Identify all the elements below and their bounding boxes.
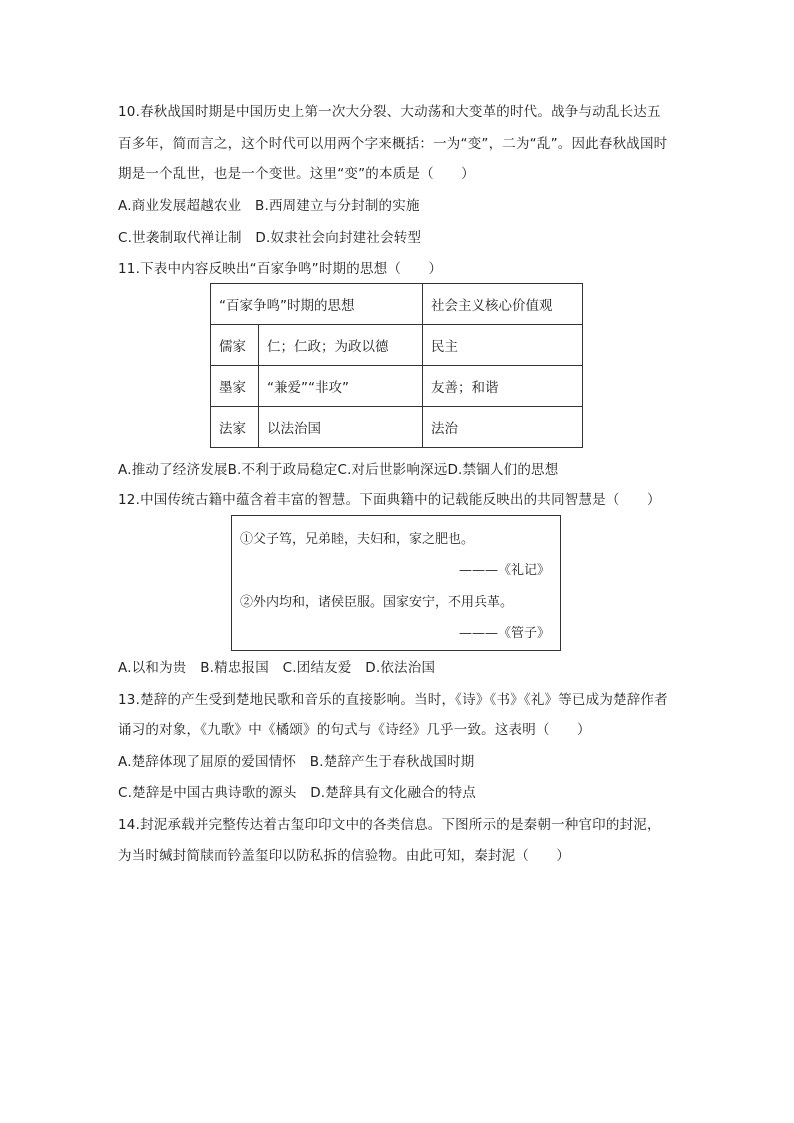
table-row	[211, 325, 583, 366]
q10-stem-line-3: 期是一个乱世，也是一个变世。这里“变”的本质是（ ）	[118, 166, 475, 182]
source-guanzi: ———《管子》	[458, 626, 550, 641]
table-cell-value: 友善；和谐	[423, 366, 583, 407]
q10-options-ab: A.商业发展超越农业 B.西周建立与分封制的实施	[118, 198, 420, 214]
thought-values-table	[210, 283, 583, 448]
table-cell-value: 民主	[423, 325, 583, 366]
table-cell-school: 儒家	[211, 325, 259, 366]
table-row	[211, 407, 583, 448]
q14-stem-line-2: 为当时缄封简牍而钤盖玺印以防私拆的信验物。由此可知，秦封泥（ ）	[118, 848, 571, 864]
source-liji: ———《礼记》	[458, 563, 550, 578]
table-row	[211, 366, 583, 407]
q13-stem-line-2: 诵习的对象，《九歌》中《橘颂》的句式与《诗经》几乎一致。这表明（ ）	[118, 722, 591, 738]
q13-options-ab: A.楚辞体现了屈原的爱国情怀 B.楚辞产生于春秋战国时期	[118, 754, 475, 770]
q13-options-cd: C.楚辞是中国古典诗歌的源头 D.楚辞具有文化融合的特点	[118, 785, 477, 801]
q11-options: A.推动了经济发展B.不利于政局稳定C.对后世影响深远D.禁锢人们的思想	[118, 462, 559, 478]
quote-guanzi: ②外内均和，诸侯臣服。国家安宁，不用兵革。	[240, 595, 514, 610]
table-header-values: 社会主义核心价值观	[423, 284, 583, 325]
table-cell-school: 墨家	[211, 366, 259, 407]
table-cell-idea: 仁；仁政；为政以德	[259, 325, 423, 366]
q10-stem-line-1: 10.春秋战国时期是中国历史上第一次大分裂、大动荡和大变革的时代。战争与动乱长达五	[118, 104, 661, 120]
table-cell-idea: 以法治国	[259, 407, 423, 448]
q11-stem: 11.下表中内容反映出“百家争鸣”时期的思想（ ）	[118, 261, 443, 277]
q10-options-cd: C.世袭制取代禅让制 D.奴隶社会向封建社会转型	[118, 230, 422, 246]
q12-stem: 12.中国传统古籍中蕴含着丰富的智慧。下面典籍中的记载能反映出的共同智慧是（ ）	[118, 492, 661, 508]
quote-liji: ①父子笃，兄弟睦，夫妇和，家之肥也。	[240, 532, 475, 547]
table-cell-value: 法治	[423, 407, 583, 448]
q10-stem-line-2: 百多年，简而言之，这个时代可以用两个字来概括：一为“变”，二为“乱”。因此春秋战国时	[118, 136, 668, 152]
q13-stem-line-1: 13.楚辞的产生受到楚地民歌和音乐的直接影响。当时，《诗》《书》《礼》等已成为楚辞作者	[118, 692, 668, 708]
classics-quote-box	[231, 515, 561, 651]
table-cell-school: 法家	[211, 407, 259, 448]
q12-options: A.以和为贵 B.精忠报国 C.团结友爱 D.依法治国	[118, 660, 436, 676]
table-header-row	[211, 284, 583, 325]
q14-stem-line-1: 14.封泥承载并完整传达着古玺印印文中的各类信息。下图所示的是秦朝一种官印的封泥，	[118, 817, 661, 833]
table-header-thought: “百家争鸣”时期的思想	[211, 284, 423, 325]
table-cell-idea: “兼爱”“非攻”	[259, 366, 423, 407]
